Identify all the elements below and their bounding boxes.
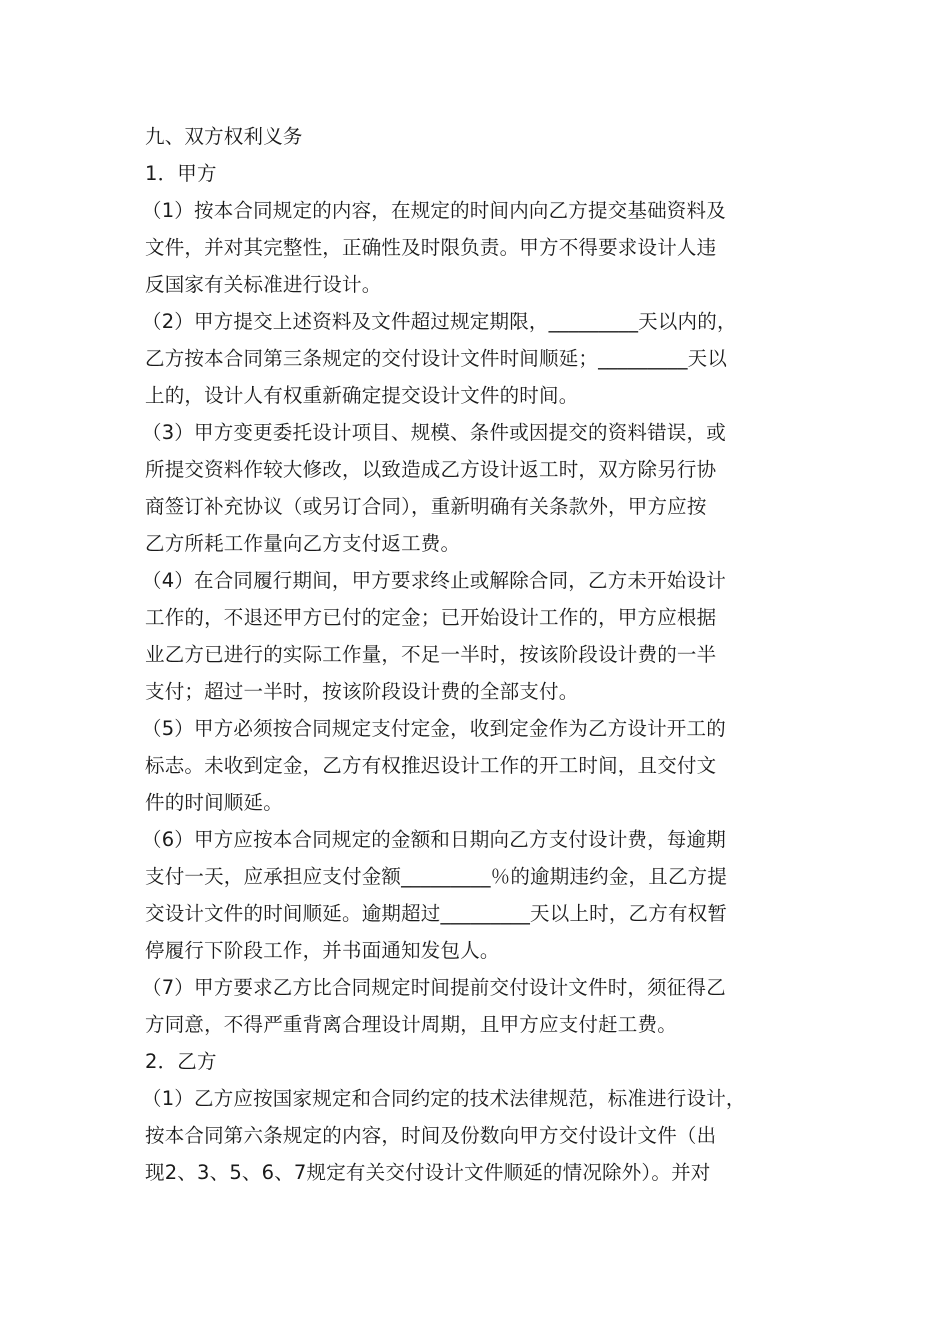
subsection-heading-party-b: 2．乙方 [145, 1050, 217, 1073]
paragraph-line: （7）甲方要求乙方比合同规定时间提前交付设计文件时，须征得乙 [142, 976, 726, 999]
paragraph-line: 停履行下阶段工作，并书面通知发包人。 [145, 939, 500, 962]
paragraph-line: （1）乙方应按国家规定和合同约定的技术法律规范，标准进行设计， [142, 1087, 746, 1110]
paragraph-line: 所提交资料作较大修改，以致造成乙方设计返工时，双方除另行协 [145, 458, 717, 481]
paragraph-line: （5）甲方必须按合同规定支付定金，收到定金作为乙方设计开工的 [142, 717, 726, 740]
paragraph-line: 现2、3、5、6、7规定有关交付设计文件顺延的情况除外）。并对 [145, 1161, 711, 1184]
paragraph-line: （3）甲方变更委托设计项目、规模、条件或因提交的资料错误，或 [142, 421, 726, 444]
paragraph-line: 文件，并对其完整性，正确性及时限负责。甲方不得要求设计人违 [145, 236, 717, 259]
paragraph-line: （1）按本合同规定的内容，在规定的时间内向乙方提交基础资料及 [142, 199, 726, 222]
paragraph-line: 上的，设计人有权重新确定提交设计文件的时间。 [145, 384, 579, 407]
paragraph-line: 商签订补充协议（或另订合同），重新明确有关条款外，甲方应按 [145, 495, 707, 518]
paragraph-line: 按本合同第六条规定的内容，时间及份数向甲方交付设计文件（出 [145, 1124, 717, 1147]
paragraph-line: 方同意，不得严重背离合理设计周期，且甲方应支付赶工费。 [145, 1013, 677, 1036]
paragraph-line: 件的时间顺延。 [145, 791, 283, 814]
paragraph-line: 交设计文件的时间顺延。逾期超过_________天以上时，乙方有权暂 [145, 902, 728, 925]
paragraph-line: 业乙方已进行的实际工作量，不足一半时，按该阶段设计费的一半 [145, 643, 717, 666]
paragraph-line: 标志。未收到定金，乙方有权推迟设计工作的开工时间，且交付文 [145, 754, 717, 777]
paragraph-line: 乙方按本合同第三条规定的交付设计文件时间顺延；_________天以 [145, 347, 728, 370]
paragraph-line: （4）在合同履行期间，甲方要求终止或解除合同，乙方未开始设计 [142, 569, 726, 592]
paragraph-line: （2）甲方提交上述资料及文件超过规定期限，_________天以内的， [142, 310, 737, 333]
paragraph-line: 反国家有关标准进行设计。 [145, 273, 382, 296]
paragraph-line: 支付一天，应承担应支付金额_________％的逾期违约金，且乙方提 [145, 865, 728, 888]
paragraph-line: 支付；超过一半时，按该阶段设计费的全部支付。 [145, 680, 579, 703]
subsection-heading-party-a: 1．甲方 [145, 162, 217, 185]
section-heading: 九、双方权利义务 [145, 125, 303, 148]
document-body [142, 118, 810, 1191]
paragraph-line: （6）甲方应按本合同规定的金额和日期向乙方支付设计费，每逾期 [142, 828, 726, 851]
paragraph-line: 乙方所耗工作量向乙方支付返工费。 [145, 532, 461, 555]
paragraph-line: 工作的，不退还甲方已付的定金；已开始设计工作的，甲方应根据 [145, 606, 717, 629]
